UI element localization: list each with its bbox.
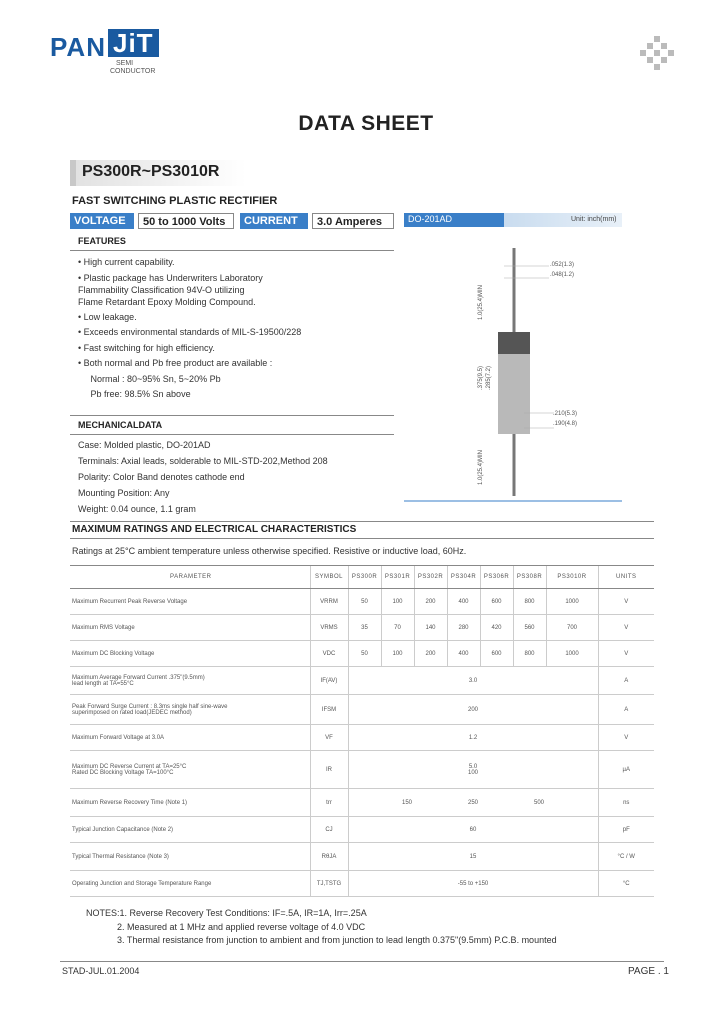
- current-value: 3.0 Amperes: [312, 213, 394, 229]
- table-row: [70, 817, 654, 843]
- cell-parameter-line: Maximum RMS Voltage: [72, 624, 135, 631]
- cell-parameter-line: Maximum DC Reverse Current at TA=25°C: [72, 763, 187, 770]
- cell-parameter-line: Maximum Recurrent Peak Reverse Voltage: [72, 598, 188, 605]
- note-2: 2. Measured at 1 MHz and applied reverse voltage of 4.0 VDC: [117, 922, 366, 932]
- cell-unit: °C: [598, 871, 654, 897]
- mechanical-item: Polarity: Color Band denotes cathode end: [78, 472, 245, 482]
- ratings-note: Ratings at 25°C ambient temperature unless otherwise specified. Resistive or inductive load, 60Hz.: [72, 546, 467, 556]
- cell-parameter: [70, 817, 310, 843]
- cell-parameter-line: Maximum Average Forward Current .375"(9.5mm): [72, 674, 205, 681]
- cell-value: 200: [414, 589, 447, 615]
- diode-drawing: [404, 228, 624, 503]
- mechanical-heading: MECHANICALDATA: [78, 420, 163, 430]
- col-ps306r: PS306R: [480, 566, 513, 589]
- cell-symbol: VRRM: [310, 589, 348, 615]
- cell-value: 700: [546, 615, 598, 641]
- logo-pan: PAN: [50, 32, 106, 62]
- col-ps302r: PS302R: [414, 566, 447, 589]
- cell-unit: V: [598, 725, 654, 751]
- cell-value: 15: [469, 853, 477, 860]
- cell-value: 200: [414, 641, 447, 667]
- cell-parameter: [70, 667, 310, 695]
- cell-unit: A: [598, 667, 654, 695]
- cell-unit: pF: [598, 817, 654, 843]
- cell-value: 50: [348, 641, 381, 667]
- cell-span-value: [348, 817, 598, 843]
- cell-span-value: [348, 695, 598, 725]
- table-row: [70, 751, 654, 789]
- features-heading: FEATURES: [78, 236, 126, 246]
- table-header-row: [70, 566, 654, 589]
- current-label: CURRENT: [240, 213, 308, 229]
- cell-parameter-line: Rated DC Blocking Voltage TA=100°C: [72, 769, 174, 776]
- ratings-heading: MAXIMUM RATINGS AND ELECTRICAL CHARACTERISTICS: [72, 524, 357, 535]
- cell-value: 1000: [546, 641, 598, 667]
- features-item: • High current capability.: [78, 257, 175, 267]
- logo-jit: JiT: [108, 29, 159, 57]
- cell-value: 150: [401, 799, 412, 806]
- package-name: DO-201AD: [408, 214, 453, 224]
- cell-parameter-line: superimposed on rated load(JEDEC method): [72, 709, 192, 716]
- cell-span-value: [348, 871, 598, 897]
- table-row: [70, 843, 654, 871]
- cell-value: 600: [480, 589, 513, 615]
- features-item: Flammability Classification 94V-O utilizing: [78, 285, 245, 295]
- footer-rule: [60, 961, 664, 962]
- dim-lead-len-top: 1.0(25.4)MIN: [478, 284, 484, 320]
- table-row: [70, 589, 654, 615]
- dim-lead-dia-top: .052(1.3): [550, 262, 575, 268]
- ratings-table: [70, 565, 654, 897]
- cell-value: 400: [447, 641, 480, 667]
- cell-value: 60: [469, 826, 477, 833]
- cell-symbol: VRMS: [310, 615, 348, 641]
- mechanical-item: Case: Molded plastic, DO-201AD: [78, 440, 211, 450]
- col-ps304r: PS304R: [447, 566, 480, 589]
- cell-parameter-line: Operating Junction and Storage Temperature Range: [72, 880, 212, 887]
- cell-symbol: VDC: [310, 641, 348, 667]
- cell-parameter-line: lead length at TA=55°C: [72, 680, 134, 687]
- cell-parameter-line: Typical Thermal Resistance (Note 3): [72, 853, 169, 860]
- cell-parameter: [70, 695, 310, 725]
- cell-parameter: [70, 871, 310, 897]
- cell-parameter-line: Maximum Forward Voltage at 3.0A: [72, 734, 165, 741]
- features-item: Pb free: 98.5% Sn above: [78, 389, 191, 399]
- cell-span-value: [348, 725, 598, 751]
- cell-value: 500: [533, 799, 544, 806]
- logo-sub-semi: SEMI: [116, 60, 134, 67]
- package-unit: Unit: inch(mm): [571, 216, 617, 223]
- cell-value: 400: [447, 589, 480, 615]
- cell-value: 1000: [546, 589, 598, 615]
- features-item: • Fast switching for high efficiency.: [78, 343, 215, 353]
- cell-value: 420: [480, 615, 513, 641]
- dim-lead-len-bot: 1.0(25.4)MIN: [478, 449, 484, 485]
- cell-parameter-line: Maximum DC Blocking Voltage: [72, 650, 155, 657]
- cell-span-value: [348, 843, 598, 871]
- cell-value: 3.0: [468, 677, 478, 684]
- cell-value: 800: [513, 641, 546, 667]
- table-row: [70, 667, 654, 695]
- decorative-dots-icon: [640, 36, 674, 70]
- cell-unit: V: [598, 641, 654, 667]
- cell-span-value: [348, 667, 598, 695]
- cell-value: -55 to +150: [457, 880, 489, 887]
- features-rule: [70, 250, 394, 251]
- cell-unit: V: [598, 615, 654, 641]
- cell-symbol: IR: [310, 751, 348, 789]
- table-row: [70, 641, 654, 667]
- cell-symbol: CJ: [310, 817, 348, 843]
- cell-value: 100: [381, 589, 414, 615]
- mechanical-item: Weight: 0.04 ounce, 1.1 gram: [78, 504, 196, 514]
- table-row: [70, 725, 654, 751]
- cell-unit: A: [598, 695, 654, 725]
- ratings-rule: [70, 538, 654, 539]
- cell-parameter: [70, 751, 310, 789]
- table-body: [70, 589, 654, 897]
- product-subtitle: FAST SWITCHING PLASTIC RECTIFIER: [72, 195, 278, 207]
- cell-value: 800: [513, 589, 546, 615]
- cell-value: 280: [447, 615, 480, 641]
- table-row: [70, 615, 654, 641]
- cell-unit: µA: [598, 751, 654, 789]
- cell-symbol: RθJA: [310, 843, 348, 871]
- logo-sub-conductor: CONDUCTOR: [110, 68, 156, 75]
- col-ps308r: PS308R: [513, 566, 546, 589]
- part-number: PS300R~PS3010R: [82, 163, 220, 180]
- cell-parameter: [70, 843, 310, 871]
- cell-symbol: trr: [310, 789, 348, 817]
- ratings-rule-top: [70, 521, 654, 522]
- cell-value: 560: [513, 615, 546, 641]
- dim-body-len: .375(9.5): [478, 365, 484, 390]
- dim-body-dia-bot: .190(4.8): [553, 421, 578, 427]
- cell-symbol: IFSM: [310, 695, 348, 725]
- table-row: [70, 695, 654, 725]
- cell-parameter: [70, 589, 310, 615]
- features-item: Flame Retardant Epoxy Molding Compound.: [78, 297, 256, 307]
- cell-parameter-line: Typical Junction Capacitance (Note 2): [72, 826, 174, 833]
- dim-lead-dia-bot: .048(1.2): [550, 272, 575, 278]
- col-ps300r: PS300R: [348, 566, 381, 589]
- cell-value: 35: [348, 615, 381, 641]
- cell-value: 70: [381, 615, 414, 641]
- table-row: [70, 871, 654, 897]
- note-1: NOTES:1. Reverse Recovery Test Conditions: IF=.5A, IR=1A, Irr=.25A: [86, 908, 367, 918]
- voltage-value: 50 to 1000 Volts: [138, 213, 234, 229]
- features-item: • Plastic package has Underwriters Laboratory: [78, 273, 263, 283]
- col-symbol: SYMBOL: [310, 566, 348, 589]
- mechanical-item: Terminals: Axial leads, solderable to MIL-STD-202,Method 208: [78, 456, 328, 466]
- cell-parameter: [70, 725, 310, 751]
- cell-parameter: [70, 615, 310, 641]
- footer-date: STAD-JUL.01.2004: [62, 966, 140, 976]
- voltage-label: VOLTAGE: [70, 213, 134, 229]
- cell-parameter-line: Maximum Reverse Recovery Time (Note 1): [72, 799, 188, 806]
- features-item: Normal : 80~95% Sn, 5~20% Pb: [78, 374, 221, 384]
- cell-unit: V: [598, 589, 654, 615]
- mechanical-item: Mounting Position: Any: [78, 488, 170, 498]
- cell-symbol: VF: [310, 725, 348, 751]
- cell-trr: [348, 789, 598, 817]
- cell-symbol: IF(AV): [310, 667, 348, 695]
- cell-parameter: [70, 789, 310, 817]
- col-ps3010r: PS3010R: [546, 566, 598, 589]
- logo-subtitle: [110, 60, 155, 76]
- cell-value: 600: [480, 641, 513, 667]
- cell-symbol: TJ,TSTG: [310, 871, 348, 897]
- cell-parameter: [70, 641, 310, 667]
- cell-parameter-line: Peak Forward Surge Current : 8.3ms single half sine-wave: [72, 703, 228, 710]
- cell-value: 140: [414, 615, 447, 641]
- note-3: 3. Thermal resistance from junction to ambient and from junction to lead length 0.375"(9.5mm) P.C.B. mounted: [117, 935, 557, 945]
- cell-value: 5.0: [468, 763, 478, 770]
- table-row: [70, 789, 654, 817]
- cell-span-value: [348, 751, 598, 789]
- features-item: • Exceeds environmental standards of MIL-S-19500/228: [78, 327, 302, 337]
- cell-value: 250: [467, 799, 478, 806]
- col-ps301r: PS301R: [381, 566, 414, 589]
- cell-unit: °C / W: [598, 843, 654, 871]
- diode-cathode-band: [498, 332, 530, 354]
- cell-value: 100: [381, 641, 414, 667]
- col-units: UNITS: [598, 566, 654, 589]
- page-title: DATA SHEET: [298, 112, 434, 135]
- cell-value: 50: [348, 589, 381, 615]
- cell-unit: ns: [598, 789, 654, 817]
- cell-value: 1.2: [468, 734, 478, 741]
- footer-page: PAGE . 1: [628, 966, 669, 977]
- col-parameter: PARAMETER: [70, 566, 310, 589]
- features-item: • Both normal and Pb free product are available :: [78, 358, 273, 368]
- features-item: • Low leakage.: [78, 312, 137, 322]
- dim-body-dia-top: .210(5.3): [553, 411, 578, 417]
- cell-value: 200: [467, 706, 478, 713]
- cell-value: 100: [467, 769, 478, 776]
- mechanical-rule-top: [70, 415, 394, 416]
- mechanical-rule: [70, 434, 394, 435]
- dim-body-len2: .285(7.2): [486, 365, 492, 390]
